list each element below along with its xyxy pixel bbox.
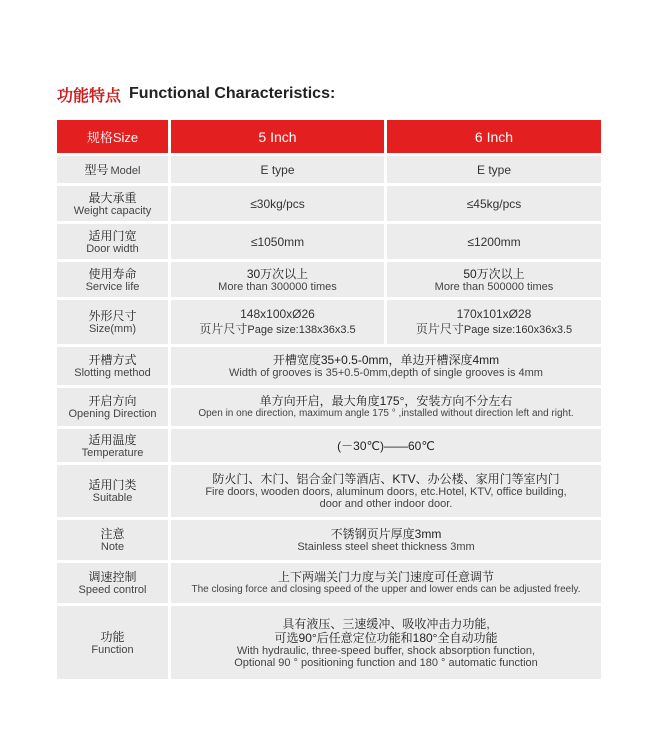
value-6-inch: E type bbox=[476, 162, 512, 177]
label-cn: 型号 bbox=[84, 162, 109, 177]
row-label-service-life: 使用寿命 Service life bbox=[57, 262, 168, 297]
table-row-speed-control: 调速控制 Speed control 上下两端关门力度与关门速度可任意调节 The closing force and closing speed of the upper and lower ends can be adjusted freely. bbox=[57, 563, 601, 603]
header-size-label: 规格Size bbox=[57, 120, 168, 153]
row-label-temperature: 适用温度 Temperature bbox=[57, 429, 168, 462]
row-label-function: 功能 Function bbox=[57, 606, 168, 679]
spec-table bbox=[57, 117, 601, 682]
value-5-inch: E type bbox=[260, 162, 295, 177]
table-row-function: 功能 Function 具有液压、三速缓冲、吸收冲击力功能, 可选90°后任意定位功能和180°全自动功能 With hydraulic, three-speed buffer, shock absorption function, Optional 90 ° positioning function and 180 ° automatic function bbox=[57, 606, 601, 679]
row-label-slotting: 开槽方式 Slotting method bbox=[57, 347, 168, 385]
table-row-note: 注意 Note 不锈钢页片厚度3mm Stainless steel sheet thickness 3mm bbox=[57, 520, 601, 560]
row-label-speed-control: 调速控制 Speed control bbox=[57, 563, 168, 603]
row-label-size: 外形尺寸 Size(mm) bbox=[57, 300, 168, 344]
row-label-model bbox=[57, 156, 168, 183]
table-row-temperature: 适用温度 Temperature (－30℃)——60℃ bbox=[57, 429, 601, 462]
heading-en: Functional Characteristics: bbox=[129, 85, 336, 102]
value-5-inch: ≤1050mm bbox=[250, 234, 305, 249]
row-label-note: 注意 Note bbox=[57, 520, 168, 560]
row-label-weight: 最大承重 Weight capacity bbox=[57, 186, 168, 221]
row-label-suitable: 适用门类 Suitable bbox=[57, 465, 168, 517]
header-col-6-inch: 6 Inch bbox=[384, 120, 601, 153]
value-6-inch: ≤1200mm bbox=[467, 234, 521, 249]
row-label-door-width: 适用门宽 Door width bbox=[57, 224, 168, 259]
table-row-weight bbox=[57, 186, 601, 221]
table-row-opening-direction: 开启方向 Opening Direction 单方向开启，最大角度175°，安装方向不分左右 Open in one direction, maximum angle 175 ° ,installed without direction left and right. bbox=[57, 388, 601, 426]
table-row-model bbox=[57, 156, 601, 183]
table-row-suitable: 适用门类 Suitable 防火门、木门、铝合金门等酒店、KTV、办公楼、家用门等室内门 Fire doors, wooden doors, aluminum doors, etc.Hotel, KTV, office building, door and other indoor door. bbox=[57, 465, 601, 517]
table-row-service-life: 使用寿命 Service life 30万次以上 More than 300000 times 50万次以上 More than 500000 times bbox=[57, 262, 601, 297]
table-row-size: 外形尺寸 Size(mm) 148x100xØ26 页片尺寸Page size:138x36x3.5 170x101xØ28 页片尺寸Page size:160x36x3.5 bbox=[57, 300, 601, 344]
label-en: Model bbox=[110, 164, 141, 177]
table-header-row bbox=[57, 120, 601, 153]
header-col-5-inch: 5 Inch bbox=[168, 120, 384, 153]
value-5-inch: ≤30kg/pcs bbox=[250, 196, 305, 211]
section-heading bbox=[57, 81, 335, 107]
table-row-door-width bbox=[57, 224, 601, 259]
row-label-opening-direction: 开启方向 Opening Direction bbox=[57, 388, 168, 426]
value-6-inch: ≤45kg/pcs bbox=[466, 196, 522, 211]
table-row-slotting: 开槽方式 Slotting method 开槽宽度35+0.5-0mm，单边开槽深度4mm Width of grooves is 35+0.5-0mm,depth of single grooves is 4mm bbox=[57, 347, 601, 385]
heading-cn: 功能特点 bbox=[57, 87, 122, 105]
